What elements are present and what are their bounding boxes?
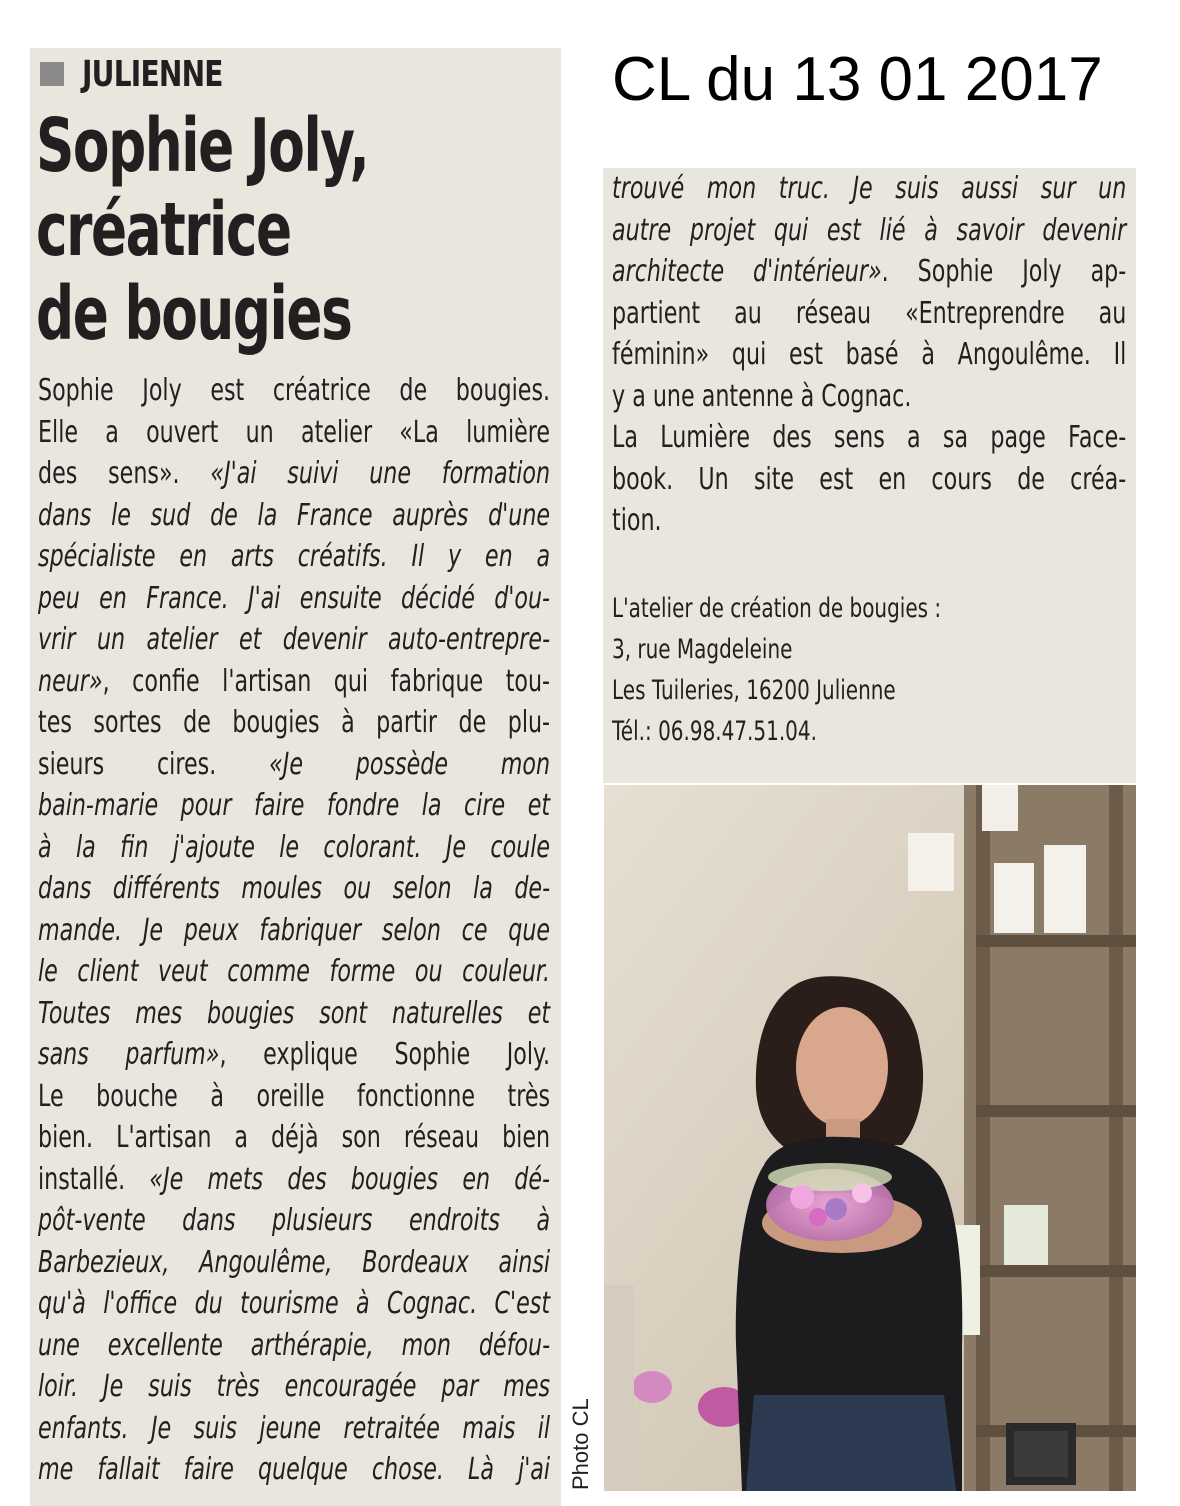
text-line [612,293,1126,335]
text-run: vrir un atelier et devenir auto-entrepre- [38,622,551,657]
text-line [38,1366,550,1408]
text-run: Le bouche à oreille fonctionne très [38,1078,551,1114]
text-line [38,993,550,1035]
text-run: qu'à l'office du tourisme à Cognac. C'est [38,1286,551,1321]
text-line [612,168,1126,210]
text-line [612,210,1126,252]
text-run: trouvé mon truc. Je suis aussi sur un [612,171,1127,206]
text-line [38,536,550,578]
text-line [38,1076,550,1118]
text-line [38,702,550,744]
text-run: , confie l'artisan qui fabrique tou- [102,663,551,699]
text-line [38,495,550,537]
section-kicker [40,52,262,96]
address-line: L'atelier de création de bougies : [612,593,942,624]
text-line [612,417,1126,459]
text-run: féminin» qui est basé à Angoulême. Il [612,337,1127,372]
text-run: sans parfum» [38,1037,220,1072]
text-run: Barbezieux, Angoulême, Bordeaux ainsi [38,1244,551,1280]
text-run: dans différents moules ou selon la de- [38,871,551,906]
text-line [612,500,1126,542]
text-line [38,370,550,412]
address-line: Les Tuileries, 16200 Julienne [612,675,896,706]
address-block [612,588,997,752]
headline-line: Sophie Joly, [36,103,369,189]
photo-credit: Photo CL [568,1398,593,1490]
text-run: , explique Sophie Joly. [219,1037,551,1072]
text-run: «Je mets des bougies en dé- [149,1161,551,1197]
address-line: Tél.: 06.98.47.51.04. [612,716,817,747]
kicker-text: JULIENNE [82,53,223,95]
text-run: à la fin j'ajoute le colorant. Je coule [38,829,551,865]
kicker-square-icon [40,62,64,86]
text-run: tion. [612,503,662,538]
text-run: mande. Je peux fabriquer selon ce que [38,912,551,948]
text-line [38,453,550,495]
text-line [38,1242,550,1284]
text-line [38,744,550,786]
text-run: installé. [38,1161,150,1197]
text-line [38,412,550,454]
text-line [38,1449,550,1491]
text-line [38,578,550,620]
text-run: peu en France. J'ai ensuite décidé d'ou- [38,580,551,616]
text-line [612,459,1126,501]
text-run: Toutes mes bougies sont naturelles et [38,995,551,1031]
text-run: book. Un site est en cours de créa- [612,461,1127,497]
text-run: le client veut comme forme ou couleur. [38,954,551,989]
text-run: «J'ai suivi une formation [210,456,551,491]
headline-line: créatrice [36,187,291,273]
text-run: tes sortes de bougies à partir de plu- [38,705,551,740]
text-run: neur» [38,663,103,699]
text-line [612,334,1126,376]
text-line [38,1117,550,1159]
article-headline [36,104,410,356]
text-line [38,868,550,910]
text-line [38,785,550,827]
text-line [38,1159,550,1201]
text-run: La Lumière des sens a sa page Face- [612,420,1127,455]
text-run: sieurs cires. [38,746,270,782]
text-run: bien. L'artisan a déjà son réseau bien [38,1120,551,1155]
text-line [612,251,1126,293]
text-line [38,1408,550,1450]
text-run: spécialiste en arts créatifs. Il y en a [38,539,551,574]
text-line [38,1200,550,1242]
text-run: «Je possède mon [269,746,551,782]
address-line: 3, rue Magdeleine [612,634,793,665]
text-line [38,661,550,703]
text-run: architecte d'intérieur» [612,254,882,289]
photo-illustration [604,785,1136,1491]
text-run: partient au réseau «Entreprendre au [612,295,1127,331]
text-run: me fallait faire quelque chose. Là j'ai [38,1452,551,1487]
text-line [38,910,550,952]
text-line [38,619,550,661]
text-line [38,1325,550,1367]
text-line [38,827,550,869]
portrait-photo [604,785,1136,1491]
text-run: des sens». [38,456,211,491]
text-run: dans le sud de la France auprès d'une [38,497,551,533]
article-body-left [38,370,550,1491]
text-run: enfants. Je suis jeune retraitée mais il [38,1410,551,1446]
article-body-right [612,168,1126,542]
text-line [612,376,1126,418]
text-line [38,1283,550,1325]
text-run: une excellente arthérapie, mon défou- [38,1327,551,1363]
text-run: y a une antenne à Cognac. [612,378,912,414]
text-run: pôt-vente dans plusieurs endroits à [38,1203,551,1238]
text-run: Elle a ouvert un atelier «La lumière [38,414,551,450]
text-run: bain-marie pour faire fondre la cire et [38,788,551,823]
publication-date-stamp: CL du 13 01 2017 [612,45,1103,114]
headline-line: de bougies [36,271,352,357]
text-run: Sophie Joly est créatrice de bougies. [38,373,551,408]
text-run: autre projet qui est lié à savoir devenir [612,212,1127,248]
text-run: . Sophie Joly ap- [881,254,1127,289]
text-line [38,951,550,993]
text-run: loir. Je suis très encouragée par mes [38,1369,551,1404]
text-line [38,1034,550,1076]
